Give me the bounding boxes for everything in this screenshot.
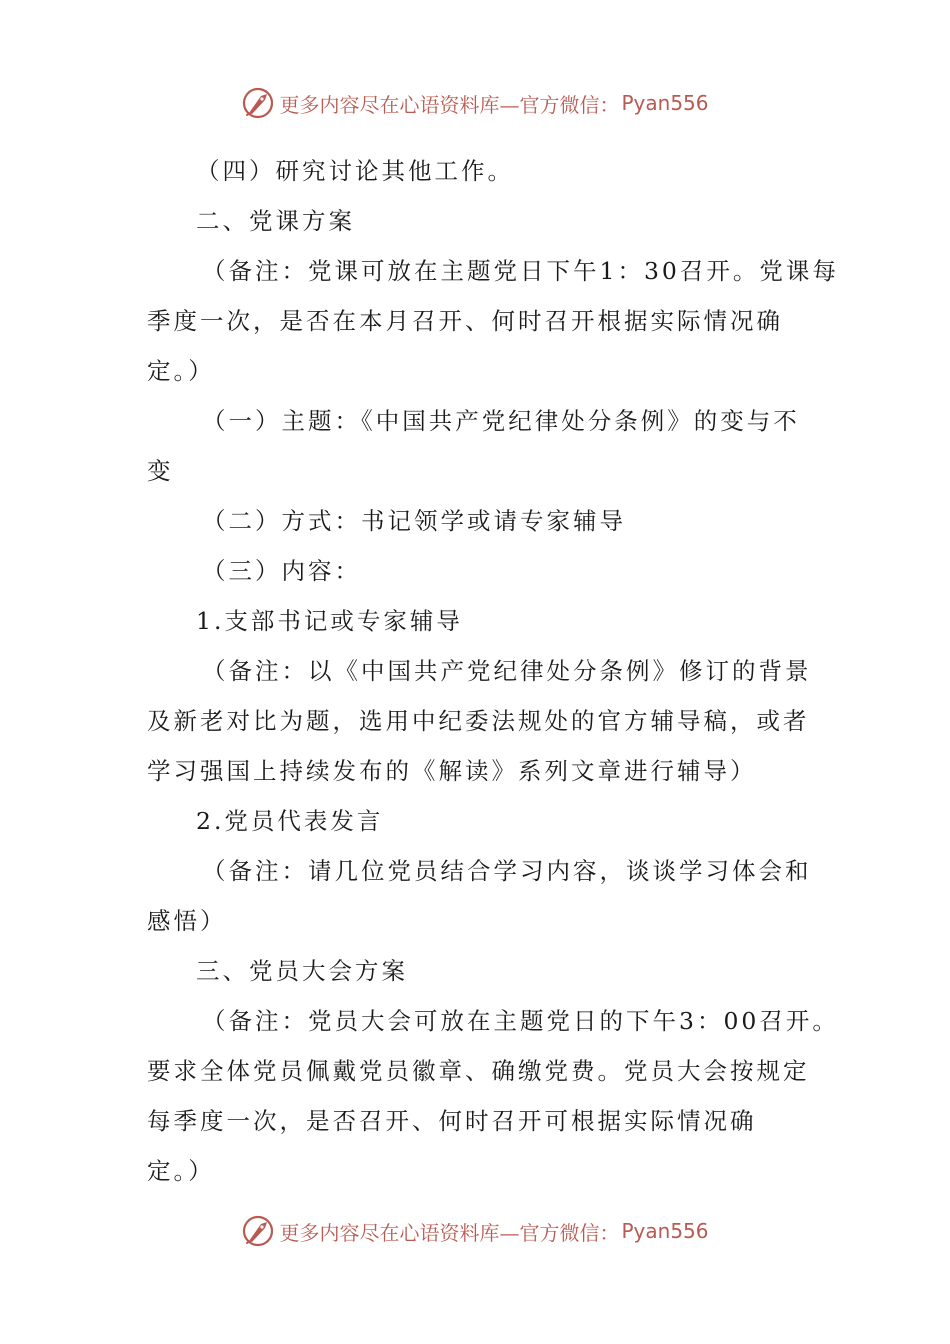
text-line: （备注：请几位党员结合学习内容，谈谈学习体会和 xyxy=(202,857,812,885)
pen-nib-logo-icon xyxy=(241,1214,275,1248)
text-line: 定。） xyxy=(147,1157,215,1185)
header-watermark xyxy=(0,83,950,123)
text-line: 及新老对比为题，选用中纪委法规处的官方辅导稿，或者 xyxy=(147,707,810,735)
text-line: 2.党员代表发言 xyxy=(196,807,384,835)
text-line: （一）主题：《中国共产党纪律处分条例》的变与不 xyxy=(202,407,800,435)
text-line: 要求全体党员佩戴党员徽章、确缴党费。党员大会按规定 xyxy=(147,1057,810,1085)
header-brand-text: 更多内容尽在心语资料库—官方微信： xyxy=(279,92,620,117)
text-line: 季度一次，是否在本月召开、何时召开根据实际情况确 xyxy=(147,307,783,335)
text-line: （备注：党员大会可放在主题党日的下午3：00召开。 xyxy=(202,1007,839,1035)
footer-brand-text: 更多内容尽在心语资料库—官方微信： xyxy=(279,1220,620,1245)
section-heading: 二、党课方案 xyxy=(196,207,355,235)
header-wechat-id: Pyan556 xyxy=(621,91,709,115)
text-line: （二）方式：书记领学或请专家辅导 xyxy=(202,507,626,535)
section-heading: 三、党员大会方案 xyxy=(196,957,408,985)
footer-watermark xyxy=(0,1211,950,1251)
text-line: （四）研究讨论其他工作。 xyxy=(196,157,514,185)
text-line: 学习强国上持续发布的《解读》系列文章进行辅导） xyxy=(147,757,757,785)
text-line: （备注：党课可放在主题党日下午1：30召开。党课每 xyxy=(202,257,839,285)
pen-nib-logo-icon xyxy=(241,86,275,120)
footer-wechat-id: Pyan556 xyxy=(621,1219,709,1243)
text-line: 变 xyxy=(147,457,174,485)
document-body xyxy=(147,146,839,1196)
text-line: （备注：以《中国共产党纪律处分条例》修订的背景 xyxy=(202,657,812,685)
text-line: 每季度一次，是否召开、何时召开可根据实际情况确 xyxy=(147,1107,757,1135)
text-line: 定。） xyxy=(147,357,215,385)
text-line: （三）内容： xyxy=(202,557,361,585)
text-line: 1.支部书记或专家辅导 xyxy=(196,607,463,635)
text-line: 感悟） xyxy=(147,907,227,935)
